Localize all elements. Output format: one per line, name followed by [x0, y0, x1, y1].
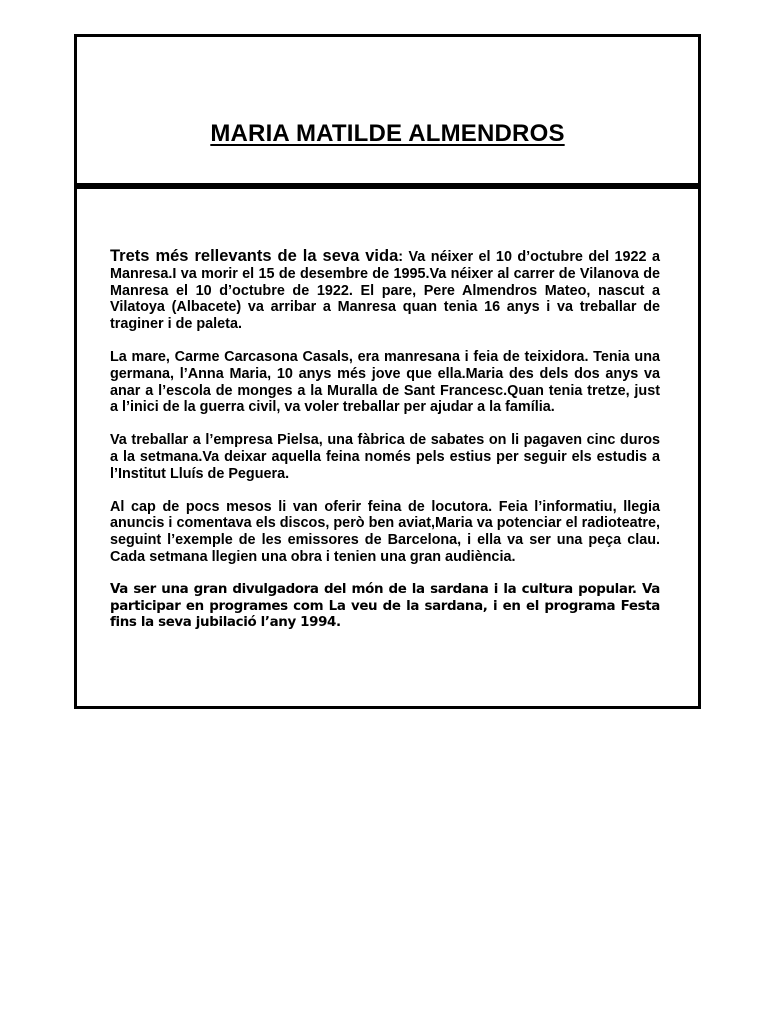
biography-body: [110, 248, 660, 648]
document-frame: [74, 34, 701, 709]
lead-separator: :: [398, 249, 404, 265]
title-box: [77, 37, 698, 189]
paragraph-radio: Al cap de pocs mesos li van oferir feina de locutora. Feia l’informatiu, llegia anuncis i comentava els discos, però ben aviat,Maria va potenciar el radioteatre, seguint l’exemple de les emissores de Barcelona, i ella va ser una peça clau. Cada setmana llegien una obra i tenien una gran audiència.: [110, 498, 660, 565]
lead-paragraph: [110, 248, 660, 333]
paragraph-work: Va treballar a l’empresa Pielsa, una fàbrica de sabates on li pagaven cinc duros a la setmana.Va deixar aquella feina només pels estius per seguir els estudis a l’Institut Lluís de Peguera.: [110, 432, 660, 482]
paragraph-mother: La mare, Carme Carcasona Casals, era manresana i feia de teixidora. Tenia una germana, l’Anna Maria, 10 anys més jove que ella.Maria des dels dos anys va anar a l’escola de monges a la Muralla de Sant Francesc.Quan tenia tretze, just a l’inici de la guerra civil, va voler treballar per ajudar a la família.: [110, 348, 660, 416]
document-title: MARIA MATILDE ALMENDROS: [210, 120, 565, 147]
lead-heading: Trets més rellevants de la seva vida: [110, 247, 399, 265]
lead-text: Va néixer el 10 d’octubre del 1922 a Manresa.I va morir el 15 de desembre de 1995.Va néixer al carrer de Vilanova de Manresa el 10 d’octubre de 1922. El pare, Pere Almendros Mateo, nascut a Vilatoya (Albacete) va arribar a Manresa quan tenia 16 anys i va treballar de traginer i de paleta.: [110, 249, 660, 333]
paragraph-sardana: Va ser una gran divulgadora del món de la sardana i la cultura popular. Va participar en programes com La veu de la sardana, i en el programa Festa fins la seva jubilació l’any 1994.: [110, 581, 660, 631]
